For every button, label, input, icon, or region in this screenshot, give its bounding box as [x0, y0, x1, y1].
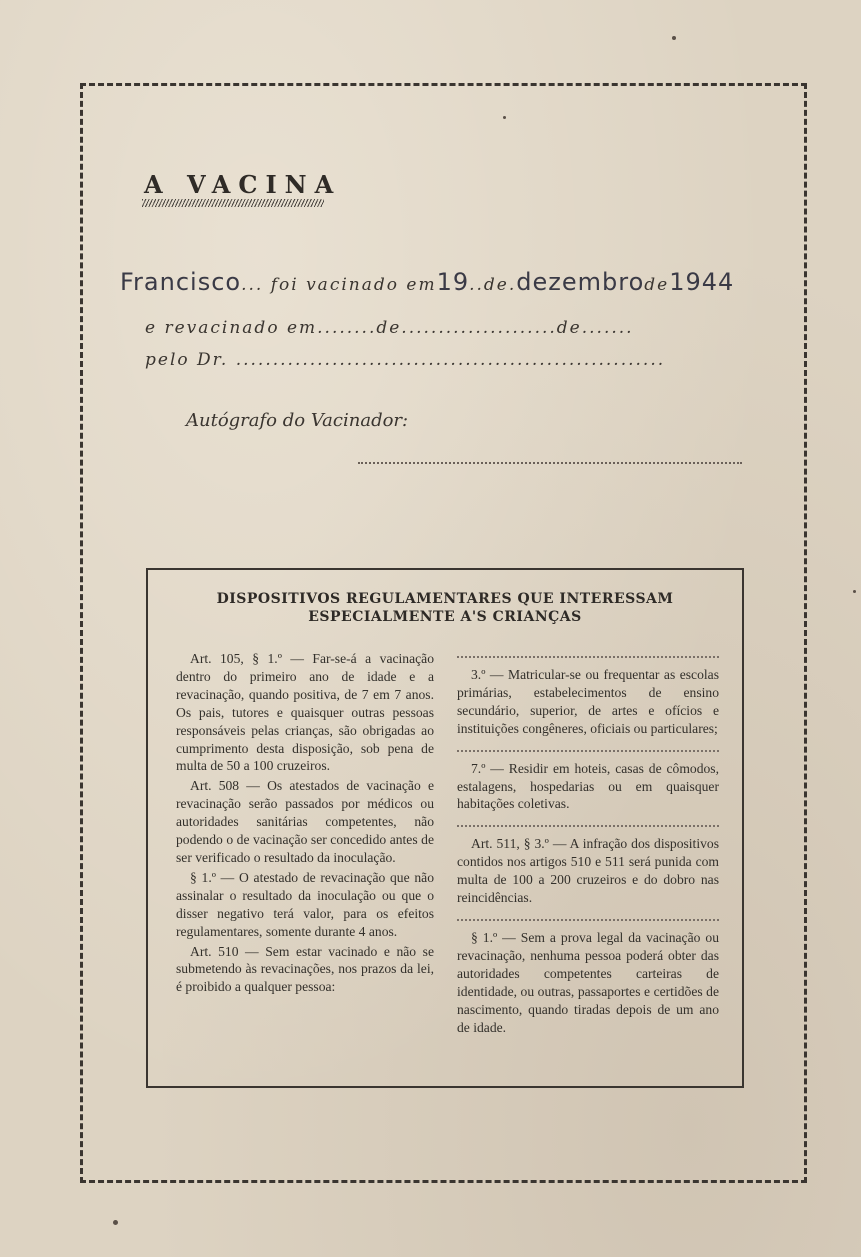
art-511-paragraph: Art. 511, § 3.º — A infração dos dispositivos contidos nos artigos 510 e 511 será punida com multa de 100 a 200 cruzeiros e do dobro nas reincidências. [457, 836, 719, 906]
vaccination-line [120, 268, 734, 296]
signature-line [358, 452, 742, 464]
paper-speck [113, 1220, 118, 1225]
dotted-separator [457, 909, 719, 921]
art-105-paragraph: Art. 105, § 1.º — Far-se-á a vacinação dentro do primeiro ano de idade e a revacinação, quando positiva, de 7 em 7 anos. Os pais, tutores e quaisquer outras pessoas responsáveis pelas crianças, são obrigadas ao cumprimento desta disposição, sob pena de multa de 50 a 100 cruzeiros. [176, 651, 434, 774]
day-handwritten: 19 [436, 268, 470, 296]
month-handwritten: dezembro [516, 268, 645, 296]
autograph-label: Autógrafo do Vacinador: [186, 410, 409, 431]
art-508-paragraph: Art. 508 — Os atestados de vacinação e revacinação serão passados por médicos ou autoridades sanitárias competentes, não podendo o de vacinação ser concedido antes de ser verificado o resultado da inoculação. [176, 778, 434, 865]
regulations-box [146, 568, 744, 1088]
art-508-par1-paragraph: § 1.º — O atestado de revacinação que não assinalar o resultado da inoculação ou que o disser negativo terá valor, para os efeitos regulamentares, somente durante 4 anos. [176, 869, 434, 939]
title-underline [142, 199, 324, 207]
paper-speck [503, 116, 506, 119]
regulations-heading-line2: ESPECIALMENTE A'S CRIANÇAS [308, 609, 582, 625]
art-511-par1-paragraph: § 1.º — Sem a prova legal da vacinação ou revacinação, nenhuma pessoa poderá obter das autoridades competentes carteiras de identidade, ou outras, passaportes e certidões de nascimento, quando tiradas depois de um ano de idade. [457, 929, 719, 1035]
regulations-left-column [176, 650, 434, 998]
dotted-separator [457, 815, 719, 827]
item-3-paragraph: 3.º — Matricular-se ou frequentar as escolas primárias, estabelecimentos de ensino secundário, superior, de artes e ofícios e instituições congêneres, oficiais ou particulares; [457, 667, 719, 736]
vaccinated-label: ... foi vacinado em [241, 275, 437, 295]
regulations-heading-line1: DISPOSITIVOS REGULAMENTARES QUE INTERESSAM [216, 591, 674, 607]
regulations-right-column [457, 646, 719, 1038]
dotted-separator [457, 740, 719, 752]
name-handwritten: Francisco [120, 268, 242, 296]
page-title: A VACINA [144, 170, 342, 199]
paper-speck [672, 36, 676, 40]
regulations-heading [148, 590, 742, 626]
revaccination-line: e revacinado em........de.....................de....... [145, 318, 634, 338]
de-label-2: de [644, 275, 670, 295]
de-label-1: ..de. [469, 275, 517, 295]
art-510-paragraph: Art. 510 — Sem estar vacinado e não se submetendo às revacinações, nos prazos da lei, é proibido a qualquer pessoa: [176, 943, 434, 995]
item-7-paragraph: 7.º — Residir em hoteis, casas de cômodos, estalagens, hospedarias ou em quaisquer habitações coletivas. [457, 760, 719, 812]
dotted-separator [457, 646, 719, 658]
paper-speck [853, 590, 856, 593]
year-handwritten: 1944 [669, 268, 735, 296]
doctor-line: pelo Dr. .......................................................... [145, 350, 666, 370]
